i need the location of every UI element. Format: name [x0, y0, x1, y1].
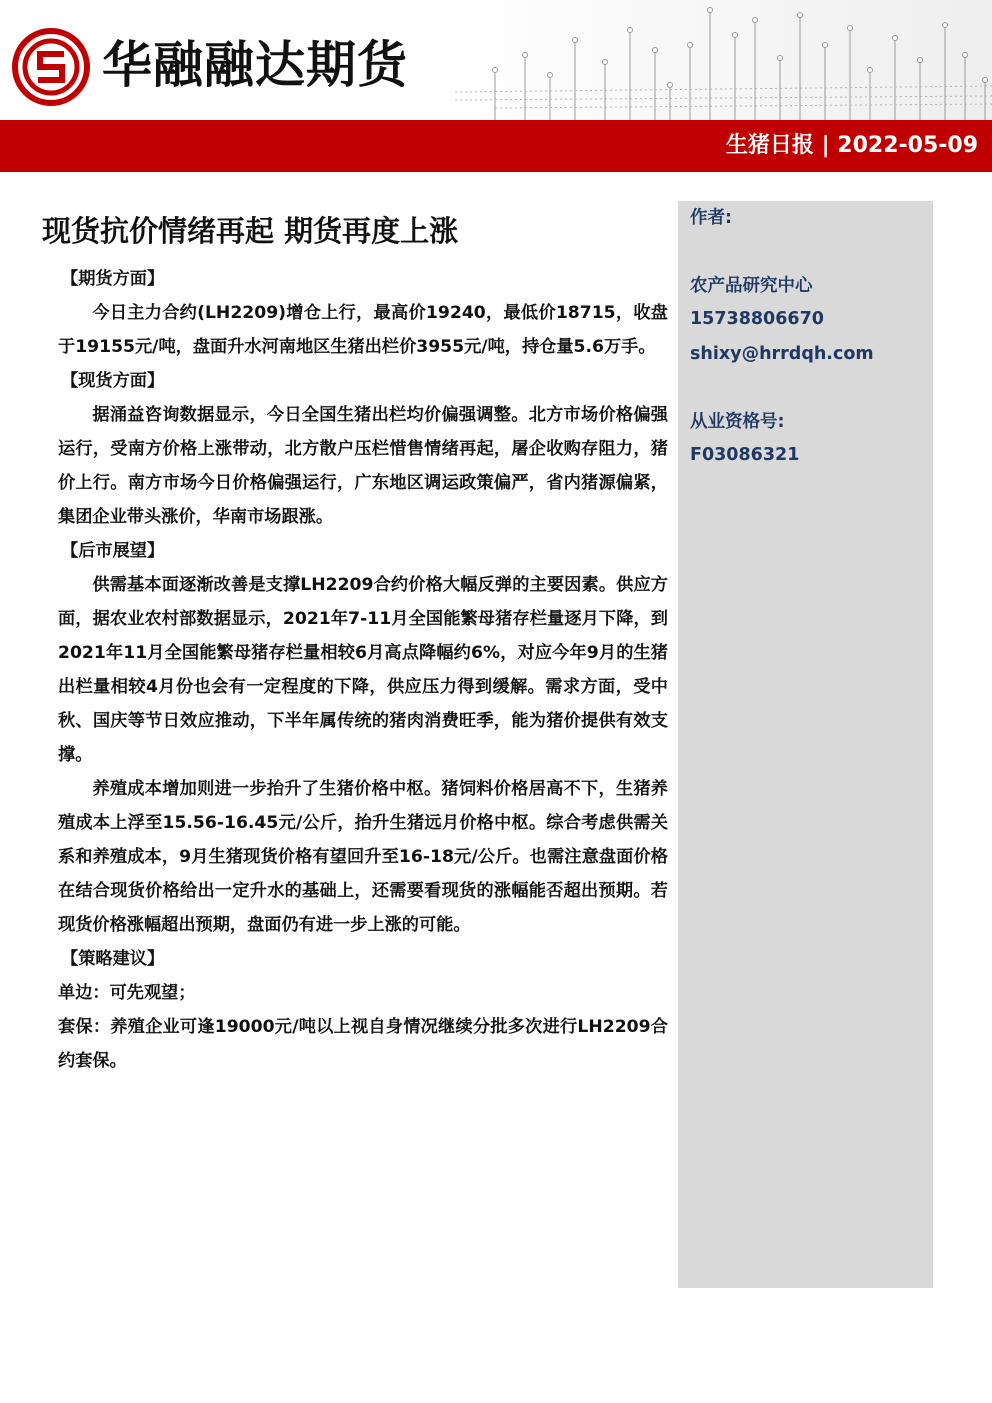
paragraph: 据涌益咨询数据显示，今日全国生猪出栏均价偏强调整。北方市场价格偏强运行，受南方价格上涨带动，北方散户压栏惜售情绪再起，屠企收购存阻力，猪价上行。南方市场今日价格偏强运行，广东地区调运政策偏严，省内猪源偏紧，集团企业带头涨价，华南市场跟涨。 — [58, 405, 668, 527]
author-label: 作者: — [690, 208, 732, 228]
strategy-line: 单边：可先观望； — [58, 983, 196, 1003]
section-strategy — [58, 942, 668, 1078]
page-title: 现货抗价情绪再起 期货再度上涨 — [42, 214, 459, 248]
section-futures — [58, 262, 668, 364]
paragraph: 今日主力合约(LH2209)增仓上行，最高价19240，最低价18715，收盘于19155元/吨，盘面升水河南地区生猪出栏价3955元/吨，持仓量5.6万手。 — [58, 303, 668, 357]
section-heading: 【现货方面】 — [61, 371, 165, 391]
section-spot — [58, 364, 668, 534]
section-heading: 【策略建议】 — [61, 949, 165, 969]
brand-name: 华融融达期货 — [102, 36, 408, 94]
license-label: 从业资格号: — [690, 412, 785, 432]
report-banner — [0, 120, 992, 172]
author-email: shixy@hrrdqh.com — [690, 344, 874, 364]
paragraph: 养殖成本增加则进一步抬升了生猪价格中枢。猪饲料价格居高不下，生猪养殖成本上浮至15.56-16.45元/公斤，抬升生猪远月价格中枢。综合考虑供需关系和养殖成本，9月生猪现货价格有望回升至16-18元/公斤。也需注意盘面价格在结合现货价格给出一定升水的基础上，还需要看现货的涨幅能否超出预期。若现货价格涨幅超出预期，盘面仍有进一步上涨的可能。 — [58, 779, 668, 935]
paragraph: 供需基本面逐渐改善是支撑LH2209合约价格大幅反弹的主要因素。供应方面，据农业农村部数据显示，2021年7-11月全国能繁母猪存栏量逐月下降，到2021年11月全国能繁母猪存栏量相较6月高点降幅约6%，对应今年9月的生猪出栏量相较4月份也会有一定程度的下降，供应压力得到缓解。需求方面，受中秋、国庆等节日效应推动，下半年属传统的猪肉消费旺季，能为猪价提供有效支撑。 — [58, 575, 668, 765]
report-tag: 生猪日报 | 2022-05-09 — [725, 133, 978, 158]
author-sidebar — [678, 201, 933, 1288]
license-number: F03086321 — [690, 445, 800, 465]
decorative-lines-graphic — [455, 0, 992, 120]
hrrd-logo-icon — [12, 28, 90, 106]
section-heading: 【期货方面】 — [61, 269, 165, 289]
section-heading: 【后市展望】 — [61, 541, 165, 561]
strategy-line: 套保：养殖企业可逢19000元/吨以上视自身情况继续分批多次进行LH2209合约套保。 — [58, 1017, 668, 1071]
section-outlook — [58, 534, 668, 942]
article-body — [58, 262, 668, 1078]
author-phone: 15738806670 — [690, 309, 824, 329]
page-header — [0, 0, 992, 120]
author-department: 农产品研究中心 — [690, 276, 813, 296]
